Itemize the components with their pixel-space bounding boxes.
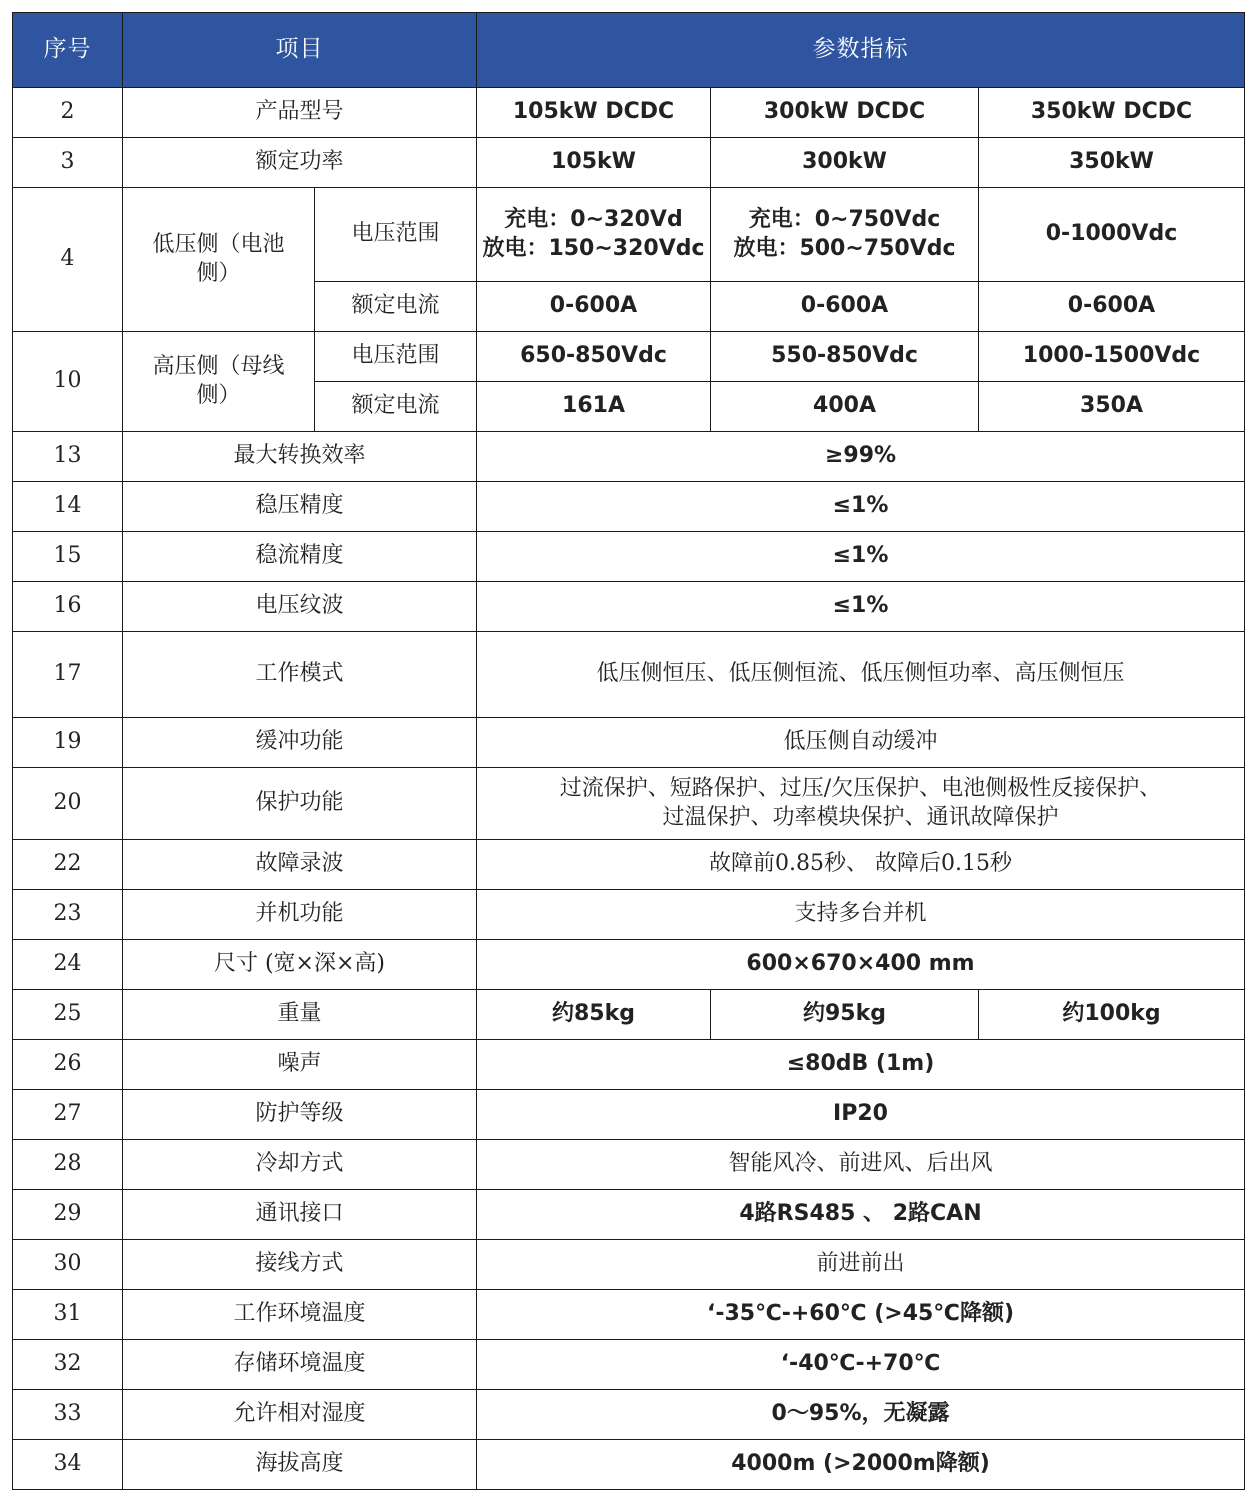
row-no: 33 <box>13 1390 123 1440</box>
row-value: 4路RS485 、 2路CAN <box>477 1190 1245 1240</box>
row-label: 接线方式 <box>123 1240 477 1290</box>
row-no: 34 <box>13 1440 123 1490</box>
protection-line-1: 过流保护、短路保护、过压/欠压保护、电池侧极性反接保护、 <box>559 775 1162 801</box>
row-no: 19 <box>13 718 123 768</box>
row-no: 26 <box>13 1040 123 1090</box>
row-label: 产品型号 <box>123 88 477 138</box>
row-value: IP20 <box>477 1090 1245 1140</box>
row-protection <box>13 768 1245 840</box>
row-no: 2 <box>13 88 123 138</box>
row-rated-power <box>13 138 1245 188</box>
row-label: 并机功能 <box>123 890 477 940</box>
value-300kw: 300kW <box>711 138 979 188</box>
row-no: 24 <box>13 940 123 990</box>
value-300kw: 约95kg <box>711 990 979 1040</box>
row-no: 28 <box>13 1140 123 1190</box>
row-label: 防护等级 <box>123 1090 477 1140</box>
row-efficiency <box>13 432 1245 482</box>
row-label: 允许相对湿度 <box>123 1390 477 1440</box>
row-value: ≥99% <box>477 432 1245 482</box>
row-value: 智能风冷、前进风、后出风 <box>477 1140 1245 1190</box>
row-label: 通讯接口 <box>123 1190 477 1240</box>
row-label: 工作环境温度 <box>123 1290 477 1340</box>
row-current-precision <box>13 532 1245 582</box>
value-300kw: 0-600A <box>711 282 979 332</box>
row-value: 600×670×400 mm <box>477 940 1245 990</box>
row-label: 存储环境温度 <box>123 1340 477 1390</box>
row-weight <box>13 990 1245 1040</box>
value-105kw <box>477 188 711 282</box>
row-fault-record <box>13 840 1245 890</box>
row-no: 4 <box>13 188 123 332</box>
sub-label-current: 额定电流 <box>315 282 477 332</box>
row-value: ≤1% <box>477 582 1245 632</box>
charge-range: 充电：0~750Vdc <box>748 206 941 232</box>
row-value: ≤1% <box>477 532 1245 582</box>
row-no: 20 <box>13 768 123 840</box>
row-model <box>13 88 1245 138</box>
row-label: 重量 <box>123 990 477 1040</box>
value-350kw: 约100kg <box>979 990 1245 1040</box>
value-350kw: 0-1000Vdc <box>979 188 1245 282</box>
row-comm <box>13 1190 1245 1240</box>
value-300kw: 400A <box>711 382 979 432</box>
row-no: 15 <box>13 532 123 582</box>
value-350kw: 0-600A <box>979 282 1245 332</box>
row-work-temp <box>13 1290 1245 1340</box>
row-label: 海拔高度 <box>123 1440 477 1490</box>
row-altitude <box>13 1440 1245 1490</box>
header-row <box>13 13 1245 88</box>
row-storage-temp <box>13 1340 1245 1390</box>
header-param: 参数指标 <box>477 13 1245 88</box>
row-value: 前进前出 <box>477 1240 1245 1290</box>
row-label: 保护功能 <box>123 768 477 840</box>
row-label: 稳流精度 <box>123 532 477 582</box>
sub-label-voltage: 电压范围 <box>315 188 477 282</box>
value-105kw: 105kW DCDC <box>477 88 711 138</box>
row-label: 噪声 <box>123 1040 477 1090</box>
row-no: 30 <box>13 1240 123 1290</box>
row-voltage-precision <box>13 482 1245 532</box>
row-label: 电压纹波 <box>123 582 477 632</box>
value-300kw <box>711 188 979 282</box>
row-low-side-voltage <box>13 188 1245 282</box>
value-300kw: 300kW DCDC <box>711 88 979 138</box>
header-item: 项目 <box>123 13 477 88</box>
row-no: 25 <box>13 990 123 1040</box>
row-work-mode <box>13 632 1245 718</box>
value-105kw: 约85kg <box>477 990 711 1040</box>
row-value: 低压侧恒压、低压侧恒流、低压侧恒功率、高压侧恒压 <box>477 632 1245 718</box>
row-label: 缓冲功能 <box>123 718 477 768</box>
row-value: 支持多台并机 <box>477 890 1245 940</box>
row-voltage-ripple <box>13 582 1245 632</box>
value-105kw: 0-600A <box>477 282 711 332</box>
row-cooling <box>13 1140 1245 1190</box>
row-label: 最大转换效率 <box>123 432 477 482</box>
row-no: 16 <box>13 582 123 632</box>
row-no: 10 <box>13 332 123 432</box>
value-350kw: 1000-1500Vdc <box>979 332 1245 382</box>
row-buffer <box>13 718 1245 768</box>
row-label: 故障录波 <box>123 840 477 890</box>
row-label: 稳压精度 <box>123 482 477 532</box>
row-label: 冷却方式 <box>123 1140 477 1190</box>
row-value: ‘-35℃-+60℃ (>45℃降额) <box>477 1290 1245 1340</box>
discharge-range: 放电：500~750Vdc <box>733 235 956 261</box>
charge-range: 充电：0~320Vd <box>504 206 683 232</box>
row-label: 高压侧（母线侧） <box>123 332 315 432</box>
row-label: 低压侧（电池侧） <box>123 188 315 332</box>
row-no: 31 <box>13 1290 123 1340</box>
row-label: 尺寸 (宽×深×高) <box>123 940 477 990</box>
row-value: ≤1% <box>477 482 1245 532</box>
value-105kw: 161A <box>477 382 711 432</box>
row-no: 29 <box>13 1190 123 1240</box>
row-no: 27 <box>13 1090 123 1140</box>
value-350kw: 350kW <box>979 138 1245 188</box>
row-noise <box>13 1040 1245 1090</box>
row-no: 14 <box>13 482 123 532</box>
row-no: 32 <box>13 1340 123 1390</box>
row-ip <box>13 1090 1245 1140</box>
row-value: ‘-40℃-+70℃ <box>477 1340 1245 1390</box>
row-parallel <box>13 890 1245 940</box>
protection-line-2: 过温保护、功率模块保护、通讯故障保护 <box>662 804 1059 830</box>
value-300kw: 550-850Vdc <box>711 332 979 382</box>
row-value: 低压侧自动缓冲 <box>477 718 1245 768</box>
value-105kw: 105kW <box>477 138 711 188</box>
value-350kw: 350A <box>979 382 1245 432</box>
row-no: 13 <box>13 432 123 482</box>
row-size <box>13 940 1245 990</box>
row-label: 额定功率 <box>123 138 477 188</box>
row-no: 23 <box>13 890 123 940</box>
header-no: 序号 <box>13 13 123 88</box>
row-value: 故障前0.85秒、 故障后0.15秒 <box>477 840 1245 890</box>
row-high-side-voltage <box>13 332 1245 382</box>
row-no: 3 <box>13 138 123 188</box>
row-no: 22 <box>13 840 123 890</box>
row-label: 工作模式 <box>123 632 477 718</box>
row-value: 4000m (>2000m降额) <box>477 1440 1245 1490</box>
sub-label-current: 额定电流 <box>315 382 477 432</box>
row-value: ≤80dB (1m) <box>477 1040 1245 1090</box>
row-value: 0～95%，无凝露 <box>477 1390 1245 1440</box>
row-value <box>477 768 1245 840</box>
value-350kw: 350kW DCDC <box>979 88 1245 138</box>
value-105kw: 650-850Vdc <box>477 332 711 382</box>
spec-table <box>12 12 1245 1490</box>
sub-label-voltage: 电压范围 <box>315 332 477 382</box>
row-humidity <box>13 1390 1245 1440</box>
row-no: 17 <box>13 632 123 718</box>
row-wiring <box>13 1240 1245 1290</box>
discharge-range: 放电：150~320Vdc <box>482 235 705 261</box>
